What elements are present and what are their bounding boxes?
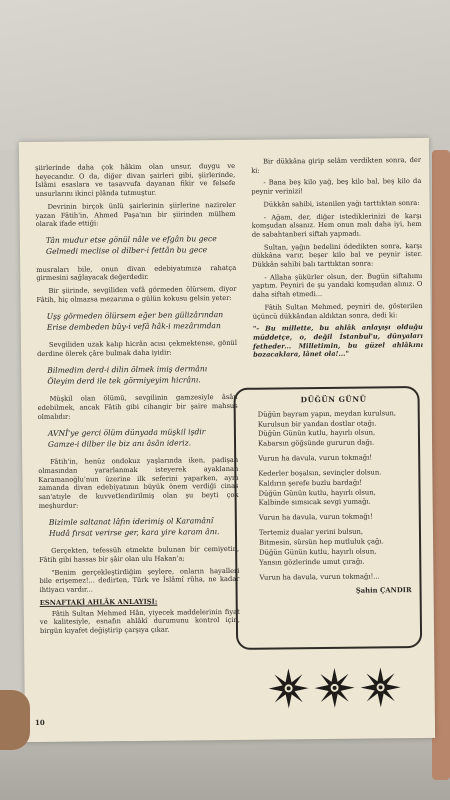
verse-line: Uşş görmeden ölürsem eğer ben gülizârından bbox=[46, 309, 224, 321]
verse bbox=[49, 514, 239, 539]
background-wall bbox=[0, 0, 450, 150]
poem-author: Şahin ÇANDIR bbox=[355, 586, 412, 596]
poem-refrain: Vurun ha davula, vurun tokmağı!... bbox=[259, 571, 380, 582]
paragraph: Bir dükkâna girip selâm verdikten sonra, der ki: bbox=[251, 155, 422, 175]
verse-line: Öleyim derd ile tek görmiyeyim hicrânı. bbox=[47, 375, 201, 386]
verse bbox=[46, 233, 236, 258]
paragraph: Devrinin birçok ünlü şairlerinin şiirlerine nazireler yazan Fâtih'in, Ahmed Paşa'nın bir şiirinden mülhem olarak ifade ettiği: bbox=[35, 200, 236, 229]
thumb bbox=[0, 690, 30, 750]
paragraph: musraları bile, onun divan edebiyatımıza rahatça girmesini sağlayacak değerdedir. bbox=[36, 263, 237, 283]
left-column bbox=[35, 162, 241, 739]
magazine-page bbox=[19, 138, 435, 742]
bold-quote: "- Bu millette, bu ahlâk anlayışı olduğu müddetçe, o, değil İstanbul'u, dünyaları fetheder... Milletimin, bu güzel ahlâkını bozacaklara, lânet ola!..." bbox=[252, 323, 424, 360]
poem-line: Bitmesin, sürsün hep mutluluk çağı. bbox=[259, 537, 384, 547]
paragraph: Fâtih Sultan Mehmed Hân, yiyecek maddelerinin fiyat ve kalitesiyle, esnafın ahlâkî durumunu kontrol için, birgün kıyafet değiştirip çarşıya çıkar. bbox=[39, 607, 240, 636]
paragraph: Gerçekten, tefessüh etmekte bulunan bir cemiyetin, Fâtih gibi hassas bir şâir olan ulu Hakan'a; bbox=[39, 545, 240, 565]
page-number: 10 bbox=[34, 717, 45, 728]
poem-line: Yansın gözlerinde umut çırağı. bbox=[259, 557, 365, 567]
starburst-ornament-icon bbox=[264, 665, 404, 710]
poem-refrain: Vurun ha davula, vurun tokmağı! bbox=[258, 453, 373, 463]
section-heading: ESNAFTAKİ AHLÂK ANLAYIŞI: bbox=[39, 597, 158, 607]
poem-line: Kaldırın şerefe buzlu bardağı! bbox=[258, 478, 363, 488]
paragraph: Fâtih Sultan Mehmed, peyniri de, gösterilen üçüncü dükkândan aldıktan sonra, dedi ki: bbox=[252, 301, 423, 321]
verse-line: AVNÎ'ye gerci ölüm dünyada müşkil işdir bbox=[47, 426, 206, 438]
verse bbox=[48, 425, 238, 450]
paragraph: Sultan, yağın bedelini ödedikten sonra, karşı dükkâna varır, beşer kilo bal ve peynir ister. Dükkân sahibi balı tarttıktan sonra: bbox=[252, 241, 423, 269]
poem-line: Kederler boşalsın, sevinçler dolsun. bbox=[258, 468, 382, 478]
paragraph: - Ağam, der, diğer istediklerinizi de karşı komşudan alsanız. Hem onun malı daha iyi, hem de sabahtanberi siftah yapmadı. bbox=[251, 211, 422, 239]
poem-line: Düğün bayram yapın, meydan kurulsun, bbox=[257, 408, 397, 419]
poem-refrain: Vurun ha davula, vurun tokmağı! bbox=[258, 512, 373, 522]
verse-line: Bilmedim derd-i dilin ölmek imiş dermânı bbox=[47, 363, 208, 375]
poem-line: Düğün Günün kutlu, hayırlı olsun, bbox=[259, 547, 377, 557]
poem-stanza bbox=[258, 468, 410, 509]
poem-line: Tertemiz dualar yerini bulsun, bbox=[258, 527, 364, 537]
paragraph: - Allaha şükürler olsun, der. Bugün siftahımı yaptım. Peyniri de şu yandaki komşudan alınız. O daha siftah etmedi... bbox=[252, 271, 423, 299]
verse-line: Hudâ fırsat verirse ger, kara yire karam ânı. bbox=[48, 527, 220, 538]
poem-box bbox=[233, 386, 422, 650]
paragraph: Bir şiirinde, sevgiliden vefâ görmeden ölürsem, diyor Fâtih, hiç olmazsa mezarıma o gülün kokusu gelsin yeter: bbox=[36, 285, 237, 304]
paragraph: şiirlerinde daha çok hâkim olan unsur, duygu ve heyecandır. O da, diğer divan şairleri gibi, şiirlerinde, İslâmi esaslara ve tasavvufa dayanan fikir ve felsefe unsurlarını ikinci plânda tutmuştur. bbox=[35, 161, 236, 199]
verse bbox=[47, 308, 237, 333]
poem-line: Kurulsun bir yandan dostlar otağı. bbox=[257, 419, 377, 429]
poem-stanza bbox=[259, 527, 411, 568]
verse-line: Gelmedi meclise ol dilber-i fettân bu gece bbox=[45, 245, 208, 257]
poem-line: Düğün Günün kutlu, hayırlı olsun, bbox=[257, 428, 376, 439]
verse bbox=[47, 363, 237, 388]
verse-line: Erise dembeden bûy-i vefâ hâk-i mezârımdan bbox=[46, 320, 221, 332]
adjacent-page-edge bbox=[432, 150, 450, 780]
verse-line: Tân mudur etse gönül nâle ve efgân bu gece bbox=[45, 234, 217, 245]
paragraph: "Benim gerçekleştirdiğim şeylere, onların hayalleri bile erişemez!... dedirten, Türk ve İslâmî rûha, ne kadar ihtiyacı vardır... bbox=[39, 566, 240, 595]
paragraph: - Bana beş kilo yağ, beş kilo bal, beş kilo da peynir verinizi! bbox=[251, 177, 422, 196]
paragraph: Müşkil olan ölümü, sevgilinin gamzesiyle âsân edebilmek, ancak Fâtih gibi cihangir bir şaire mahsus olmalıdır: bbox=[37, 393, 238, 421]
poem-line: Düğün Günün kutlu, hayırlı olsun, bbox=[258, 488, 376, 498]
paragraph: Dükkân sahibi, istenilen yağı tarttıktan sonra: bbox=[263, 198, 420, 209]
paragraph: Fâtih'in, henüz ondokuz yaşlarında iken, padişah olmasından yararlanmak isteyerek ayaklanan Karamanoğlu'nun üzerine ilk seferini yaparken, aynı zamanda divan edebiyatının büyük önem verdiği cinas san'atıyle de kuvvetlendirilmiş olan şu beyti çok meşhurdur: bbox=[38, 456, 239, 510]
poem-line: Kalbinde sımsıcak sevgi yumağı. bbox=[258, 497, 371, 508]
verse-line: Gamze-i dilber ile biz anı âsân ideriz. bbox=[47, 438, 192, 449]
verse-line: Bizimle saltanat lâfın iderimiş ol Karamânî bbox=[48, 515, 214, 527]
poem-title: DÜĞÜN GÜNÜ bbox=[300, 394, 367, 405]
poem-line: Kabarsın göğsünde gururun dağı. bbox=[258, 438, 375, 448]
poem-stanza bbox=[258, 409, 410, 450]
paragraph: Sevgiliden uzak kalıp hicrân acısı çekmektense, gönül derdine ölerek çâre bulmak daha iyidir: bbox=[37, 339, 238, 358]
